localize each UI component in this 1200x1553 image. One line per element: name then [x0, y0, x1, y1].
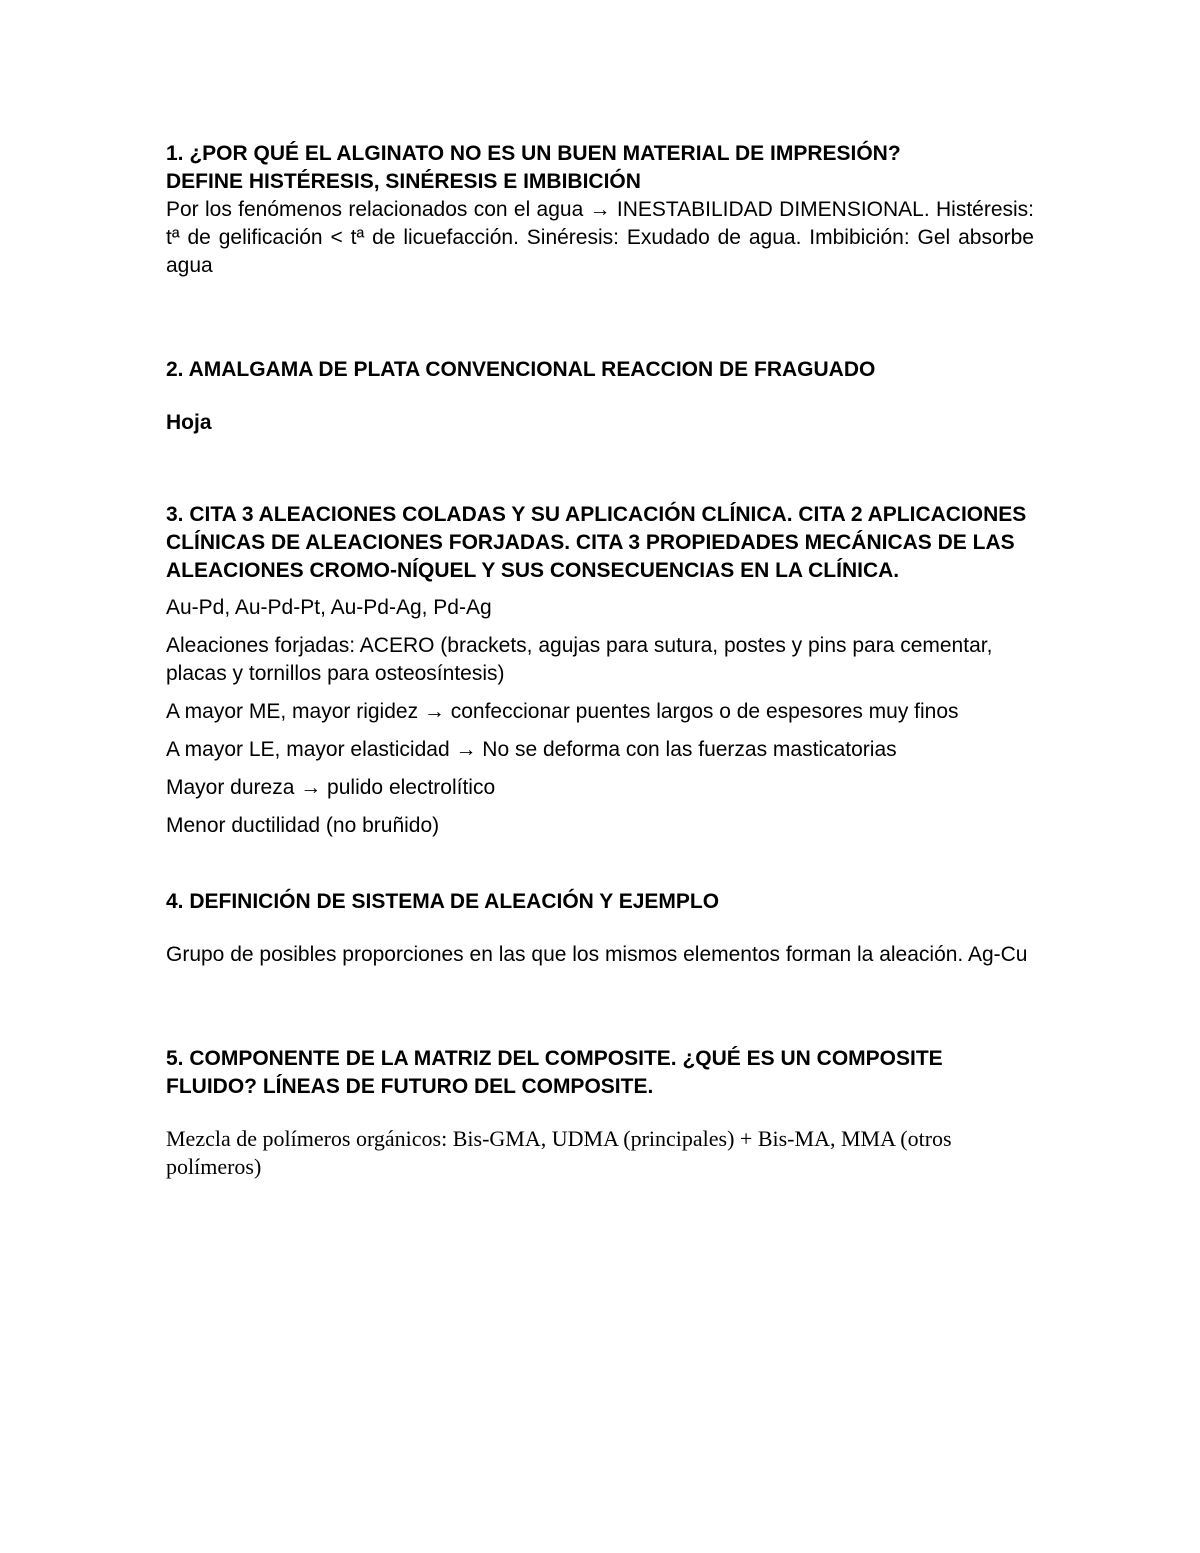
section-4-title: 4. DEFINICIÓN DE SISTEMA DE ALEACIÓN Y EJEMPLO: [166, 890, 720, 913]
section-3-answer-5: Mayor dureza → pulido electrolítico: [166, 776, 496, 799]
section-3-answer-2: Aleaciones forjadas: ACERO (brackets, agujas para sutura, postes y pins para cementar, placas y tornillos para osteosíntesis): [166, 634, 993, 685]
section-3-title: 3. CITA 3 ALEACIONES COLADAS Y SU APLICACIÓN CLÍNICA. CITA 2 APLICACIONES CLÍNICAS DE ALEACIONES FORJADAS. CITA 3 PROPIEDADES MECÁNICAS DE LAS ALEACIONES CROMO-NÍQUEL Y SUS CONSECUENCIAS EN LA CLÍNICA.: [166, 503, 1027, 582]
section-1-title-line1: 1. ¿POR QUÉ EL ALGINATO NO ES UN BUEN MATERIAL DE IMPRESIÓN?: [166, 142, 901, 165]
section-3-answer-6: Menor ductilidad (no bruñido): [166, 814, 440, 837]
section-4: [166, 888, 1034, 969]
section-3-answer-1: Au-Pd, Au-Pd-Pt, Au-Pd-Ag, Pd-Ag: [166, 596, 492, 619]
section-1: [166, 140, 1034, 280]
document-page: [166, 138, 1034, 1181]
section-3-answer-4: A mayor LE, mayor elasticidad → No se deforma con las fuerzas masticatorias: [166, 738, 897, 761]
section-2-title: 2. AMALGAMA DE PLATA CONVENCIONAL REACCION DE FRAGUADO: [166, 358, 876, 381]
section-3: [166, 501, 1034, 840]
section-2: [166, 356, 1034, 437]
section-5: [166, 1045, 1034, 1181]
section-1-answer: Por los fenómenos relacionados con el agua → INESTABILIDAD DIMENSIONAL. Histéresis: tª de gelificación < tª de licuefacción. Sinéresis: Exudado de agua. Imbibición: Gel absorbe agua: [166, 198, 1034, 277]
section-4-answer: Grupo de posibles proporciones en las que los mismos elementos forman la aleación. Ag-Cu: [166, 943, 1028, 966]
section-1-title-line2: DEFINE HISTÉRESIS, SINÉRESIS E IMBIBICIÓN: [166, 170, 641, 193]
section-3-answer-3: A mayor ME, mayor rigidez → confeccionar puentes largos o de espesores muy finos: [166, 700, 959, 723]
section-5-answer: Mezcla de polímeros orgánicos: Bis-GMA, UDMA (principales) + Bis-MA, MMA (otros polímeros): [166, 1126, 952, 1179]
section-2-answer: Hoja: [166, 411, 212, 434]
section-5-title: 5. COMPONENTE DE LA MATRIZ DEL COMPOSITE. ¿QUÉ ES UN COMPOSITE FLUIDO? LÍNEAS DE FUTURO DEL COMPOSITE.: [166, 1047, 943, 1098]
